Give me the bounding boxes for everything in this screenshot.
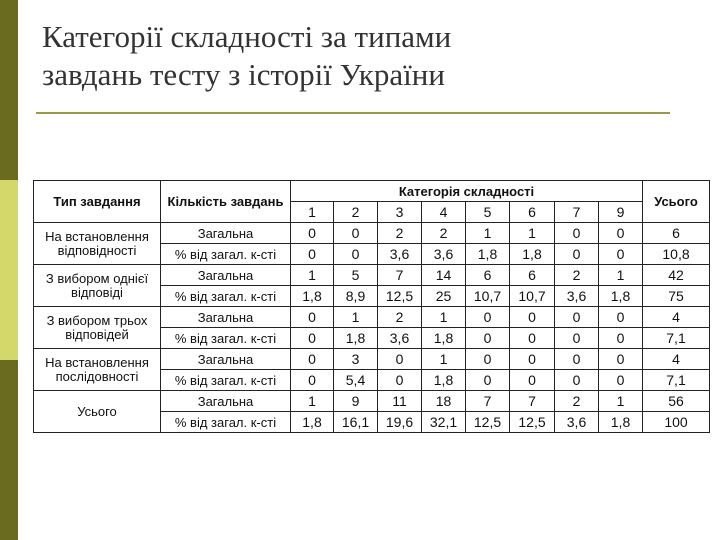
value-cell: 0 — [599, 244, 643, 265]
measure-label-cell: Загальна — [161, 265, 291, 286]
value-cell: 7 — [510, 391, 555, 412]
accent-bar-middle — [0, 180, 18, 360]
measure-label-cell: Загальна — [161, 223, 291, 244]
task-type-cell: Усього — [34, 391, 161, 433]
value-cell: 1,8 — [422, 370, 466, 391]
value-cell: 0 — [466, 349, 510, 370]
header-level-7: 7 — [555, 202, 599, 223]
value-cell: 0 — [599, 328, 643, 349]
value-cell: 0 — [510, 349, 555, 370]
value-cell: 16,1 — [334, 412, 378, 433]
header-level-1: 1 — [291, 202, 334, 223]
value-cell: 2 — [422, 223, 466, 244]
measure-label-cell: % від загал. к-сті — [161, 328, 291, 349]
value-cell: 14 — [422, 265, 466, 286]
value-cell: 0 — [599, 370, 643, 391]
header-level-9: 9 — [599, 202, 643, 223]
value-cell: 1 — [422, 349, 466, 370]
table-row — [34, 265, 710, 286]
value-cell: 0 — [291, 370, 334, 391]
difficulty-table — [33, 180, 710, 433]
value-cell: 0 — [291, 349, 334, 370]
value-cell: 1 — [599, 391, 643, 412]
table-row — [34, 391, 710, 412]
value-cell: 32,1 — [422, 412, 466, 433]
measure-label-cell: Загальна — [161, 391, 291, 412]
total-cell: 10,8 — [643, 244, 710, 265]
value-cell: 10,7 — [510, 286, 555, 307]
value-cell: 1,8 — [599, 286, 643, 307]
total-cell: 6 — [643, 223, 710, 244]
value-cell: 1,8 — [291, 412, 334, 433]
value-cell: 1,8 — [510, 244, 555, 265]
value-cell: 2 — [378, 307, 422, 328]
value-cell: 0 — [555, 349, 599, 370]
value-cell: 0 — [555, 328, 599, 349]
measure-label-cell: % від загал. к-сті — [161, 244, 291, 265]
value-cell: 3,6 — [378, 244, 422, 265]
task-type-cell: На встановлення відповідності — [34, 223, 161, 265]
value-cell: 1,8 — [334, 328, 378, 349]
header-level-2: 2 — [334, 202, 378, 223]
value-cell: 1,8 — [466, 244, 510, 265]
total-cell: 100 — [643, 412, 710, 433]
value-cell: 1,8 — [599, 412, 643, 433]
total-cell: 56 — [643, 391, 710, 412]
value-cell: 3,6 — [422, 244, 466, 265]
value-cell: 1 — [422, 307, 466, 328]
header-count: Кількість завдань — [161, 181, 291, 223]
value-cell: 0 — [334, 223, 378, 244]
value-cell: 0 — [291, 244, 334, 265]
title-underline — [36, 112, 670, 114]
header-category: Категорія складності — [291, 181, 643, 202]
value-cell: 19,6 — [378, 412, 422, 433]
value-cell: 0 — [334, 244, 378, 265]
value-cell: 0 — [599, 223, 643, 244]
value-cell: 0 — [291, 328, 334, 349]
header-row — [34, 181, 710, 202]
value-cell: 0 — [599, 307, 643, 328]
value-cell: 0 — [555, 307, 599, 328]
header-type: Тип завдання — [34, 181, 161, 223]
value-cell: 1 — [291, 391, 334, 412]
value-cell: 0 — [291, 307, 334, 328]
table-row — [34, 307, 710, 328]
value-cell: 1 — [510, 223, 555, 244]
value-cell: 7 — [466, 391, 510, 412]
measure-label-cell: % від загал. к-сті — [161, 412, 291, 433]
total-cell: 7,1 — [643, 328, 710, 349]
value-cell: 9 — [334, 391, 378, 412]
value-cell: 11 — [378, 391, 422, 412]
value-cell: 0 — [466, 307, 510, 328]
header-level-4: 4 — [422, 202, 466, 223]
value-cell: 0 — [599, 349, 643, 370]
value-cell: 18 — [422, 391, 466, 412]
measure-label-cell: Загальна — [161, 349, 291, 370]
table-row — [34, 223, 710, 244]
value-cell: 1 — [466, 223, 510, 244]
task-type-cell: На встановлення послідовності — [34, 349, 161, 391]
value-cell: 6 — [510, 265, 555, 286]
value-cell: 12,5 — [466, 412, 510, 433]
total-cell: 42 — [643, 265, 710, 286]
slide-title — [42, 18, 682, 94]
value-cell: 8,9 — [334, 286, 378, 307]
task-type-cell: З вибором трьох відповідей — [34, 307, 161, 349]
accent-bar-top — [0, 0, 18, 180]
value-cell: 1,8 — [422, 328, 466, 349]
value-cell: 0 — [466, 370, 510, 391]
value-cell: 12,5 — [378, 286, 422, 307]
measure-label-cell: % від загал. к-сті — [161, 370, 291, 391]
value-cell: 0 — [555, 223, 599, 244]
value-cell: 3,6 — [555, 286, 599, 307]
value-cell: 2 — [555, 265, 599, 286]
value-cell: 1,8 — [291, 286, 334, 307]
value-cell: 1 — [291, 265, 334, 286]
value-cell: 0 — [378, 349, 422, 370]
value-cell: 0 — [291, 223, 334, 244]
value-cell: 10,7 — [466, 286, 510, 307]
value-cell: 2 — [555, 391, 599, 412]
header-total: Усього — [643, 181, 710, 223]
value-cell: 0 — [378, 370, 422, 391]
total-cell: 7,1 — [643, 370, 710, 391]
value-cell: 0 — [510, 307, 555, 328]
value-cell: 7 — [378, 265, 422, 286]
header-level-3: 3 — [378, 202, 422, 223]
value-cell: 0 — [510, 370, 555, 391]
slide-title-line1: Категорії складності за типами — [42, 19, 452, 54]
value-cell: 5 — [334, 265, 378, 286]
value-cell: 0 — [510, 328, 555, 349]
value-cell: 1 — [334, 307, 378, 328]
table-row — [34, 349, 710, 370]
total-cell: 4 — [643, 307, 710, 328]
value-cell: 2 — [378, 223, 422, 244]
value-cell: 1 — [599, 265, 643, 286]
value-cell: 0 — [555, 370, 599, 391]
value-cell: 25 — [422, 286, 466, 307]
header-level-5: 5 — [466, 202, 510, 223]
value-cell: 3 — [334, 349, 378, 370]
accent-bar-bottom — [0, 360, 18, 540]
header-level-6: 6 — [510, 202, 555, 223]
slide-title-line2: завдань тесту з історії України — [42, 57, 445, 92]
value-cell: 0 — [555, 244, 599, 265]
value-cell: 0 — [466, 328, 510, 349]
total-cell: 75 — [643, 286, 710, 307]
task-type-cell: З вибором однієї відповіді — [34, 265, 161, 307]
value-cell: 3,6 — [378, 328, 422, 349]
measure-label-cell: Загальна — [161, 307, 291, 328]
value-cell: 5,4 — [334, 370, 378, 391]
value-cell: 12,5 — [510, 412, 555, 433]
value-cell: 3,6 — [555, 412, 599, 433]
measure-label-cell: % від загал. к-сті — [161, 286, 291, 307]
total-cell: 4 — [643, 349, 710, 370]
value-cell: 6 — [466, 265, 510, 286]
